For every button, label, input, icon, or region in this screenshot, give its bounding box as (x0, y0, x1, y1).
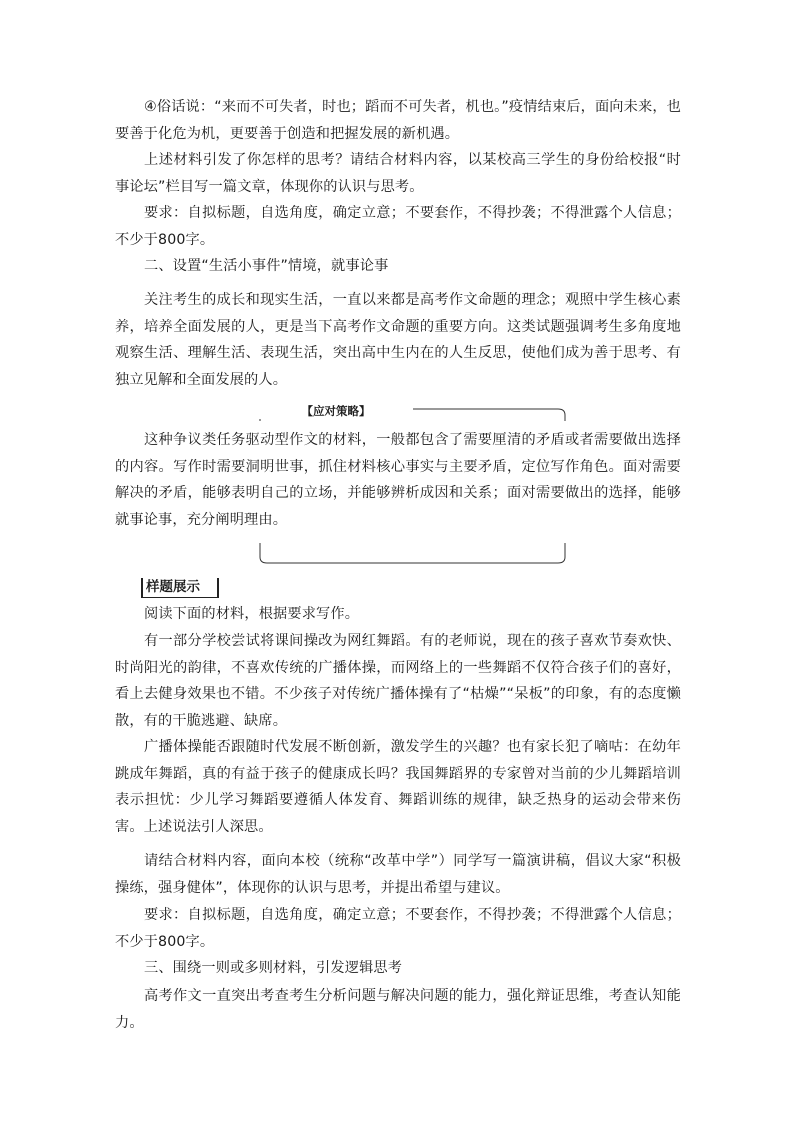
strategy-title: 【应对策略】 (259, 403, 413, 419)
paragraph-prompt: 上述材料引发了你怎样的思考？请结合材料内容，以某校高三学生的身份给校报“时事论坛”栏目写一篇文章，体现你的认识与思考。 (115, 152, 681, 195)
paragraph-proverb: ④俗话说：“来而不可失者，时也；蹈而不可失者，机也。”疫情结束后，面向未来，也要善于化危为机，更要善于创造和把握发展的新机遇。 (115, 99, 681, 142)
paragraph-instruction: 阅读下面的材料，根据要求写作。 (144, 606, 360, 622)
paragraph-task: 请结合材料内容，面向本校（统称“改革中学”）同学写一篇演讲稿，倡议大家“积极操练，强身健体”，体现你的认识与思考，并提出希望与建议。 (115, 853, 681, 896)
section-heading-3: 三、围绕一则或多则材料，引发逻辑思考 (144, 960, 403, 976)
sample-tag: 样题展示 (146, 579, 200, 595)
sample-tag-underline (141, 597, 219, 598)
paragraph-intro: 关注考生的成长和现实生活，一直以来都是高考作文命题的理念；观照中学生核心素养，培养全面发展的人，更是当下高考作文命题的重要方向。这类试题强调考生多角度地观察生活、理解生活、表现生活，突出高中生内在的人生反思，使他们成为善于思考、有独立见解和全面发展的人。 (115, 292, 681, 388)
paragraph-requirements-2: 要求：自拟标题，自选角度，确定立意；不要套作，不得抄袭；不得泄露个人信息；不少于800字。 (115, 907, 681, 950)
section-heading-2: 二、设置“生活小事件”情境，就事论事 (144, 258, 389, 274)
paragraph-material-1: 有一部分学校尝试将课间操改为网红舞蹈。有的老师说，现在的孩子喜欢节奏欢快、时尚阳光的韵律，不喜欢传统的广播体操，而网络上的一些舞蹈不仅符合孩子们的喜好，看上去健身效果也不错。不少孩子对传统广播体操有了“枯燥”“呆板”的印象，有的态度懒散，有的干脆逃避、缺席。 (115, 633, 681, 729)
paragraph-material-2: 广播体操能否跟随时代发展不断创新，激发学生的兴趣？也有家长犯了嘀咕：在幼年跳成年舞蹈，真的有益于孩子的健康成长吗？我国舞蹈界的专家曾对当前的少儿舞蹈培训表示担忧：少儿学习舞蹈要遵循人体发育、舞蹈训练的规律，缺乏热身的运动会带来伤害。上述说法引人深思。 (115, 739, 681, 835)
strategy-text: 这种争议类任务驱动型作文的材料，一般都包含了需要厘清的矛盾或者需要做出选择的内容。写作时需要洞明世事，抓住材料核心事实与主要矛盾，定位写作角色。面对需要解决的矛盾，能够表明自己的立场，并能够辨析成因和关系；面对需要做出的选择，能够就事论事，充分阐明理由。 (115, 432, 681, 528)
paragraph-logic: 高考作文一直突出考查考生分析问题与解决问题的能力，强化辩证思维，考查认知能力。 (115, 988, 681, 1031)
paragraph-requirements: 要求：自拟标题，自选角度，确定立意；不要套作，不得抄袭；不得泄露个人信息；不少于800字。 (115, 205, 681, 248)
